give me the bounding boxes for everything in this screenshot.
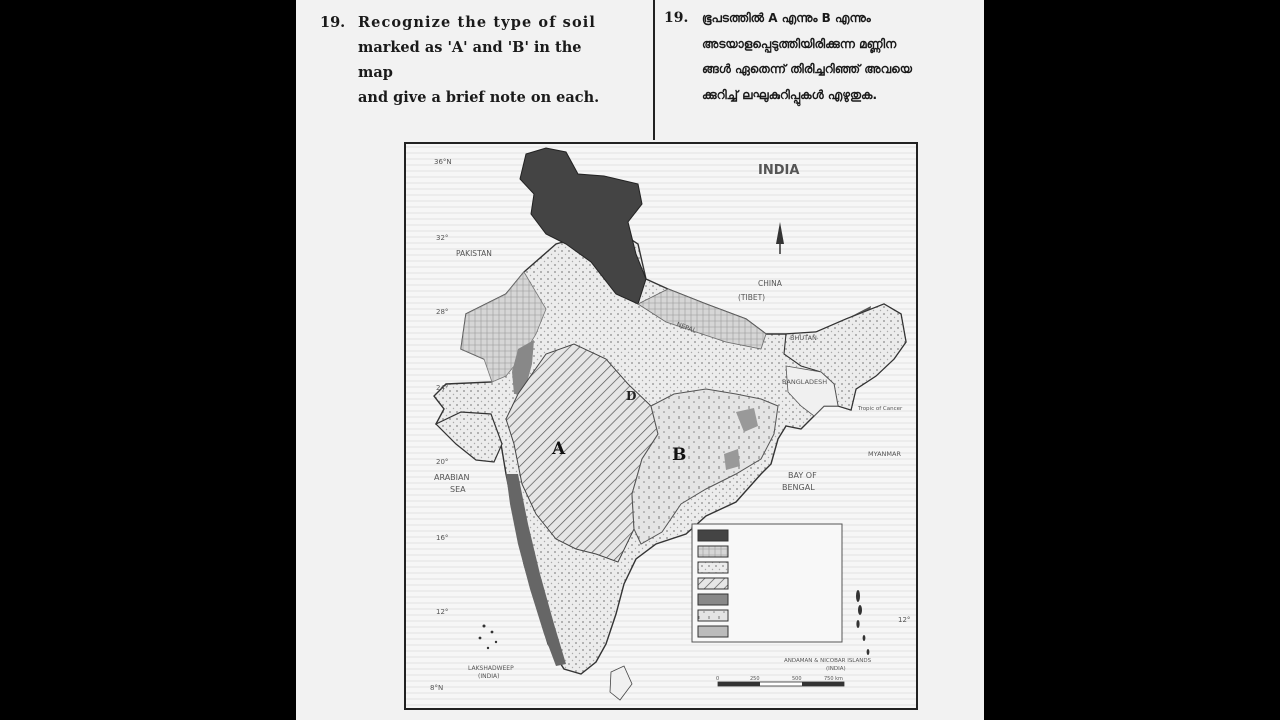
label-bay-of-bengal-2: BENGAL	[782, 483, 815, 492]
question-line: ങ്ങൾ ഏതെന്ന് തിരിച്ചറിഞ്ഞ് അവയെ	[702, 62, 912, 76]
question-english	[320, 10, 620, 110]
label-andaman-2: (INDIA)	[826, 666, 846, 672]
map-title: INDIA	[758, 163, 800, 178]
latitude-label: 32°	[436, 234, 449, 242]
question-line: marked as 'A' and 'B' in the map	[358, 39, 582, 81]
label-arabian-sea: ARABIAN	[434, 473, 470, 482]
soil-marker-a: A	[552, 439, 566, 459]
question-number: 19.	[320, 14, 346, 31]
label-bhutan: BHUTAN	[790, 334, 817, 342]
scale-bar	[718, 682, 844, 686]
scale-label: 0	[716, 676, 720, 682]
scale-label: 750 km	[824, 676, 843, 682]
label-myanmar: MYANMAR	[868, 450, 901, 458]
latitude-label: 8°N	[430, 684, 444, 692]
label-bangladesh: BANGLADESH	[782, 378, 828, 386]
label-tropic: Tropic of Cancer	[858, 406, 903, 412]
column-divider	[653, 0, 655, 140]
region-marker-d: D	[626, 389, 637, 403]
scale-label: 500	[792, 676, 802, 682]
question-line: and give a brief note on each.	[358, 89, 600, 106]
latitude-label: 12°	[436, 608, 449, 616]
india-soil-map	[404, 142, 918, 710]
label-lakshadweep-2: (INDIA)	[478, 673, 500, 680]
latitude-label: 16°	[436, 534, 449, 542]
latitude-label: 28°	[436, 308, 449, 316]
question-line: ക്കുറിച്ച് ലഘുകുറിപ്പുകൾ എഴുതുക.	[702, 87, 878, 102]
latitude-label: 20°	[436, 458, 449, 466]
scale-label: 250	[750, 676, 760, 682]
label-pakistan: PAKISTAN	[456, 249, 492, 258]
exam-page	[296, 0, 984, 720]
question-number: 19.	[664, 10, 689, 26]
label-china: CHINA	[758, 279, 782, 288]
label-andaman: ANDAMAN & NICOBAR ISLANDS	[784, 658, 872, 664]
latitude-label-east: 12°	[898, 616, 911, 624]
map-svg	[406, 144, 916, 708]
soil-marker-b: B	[672, 445, 687, 465]
latitude-label: 24°	[436, 384, 449, 392]
question-line: Recognize the type of soil	[358, 14, 596, 31]
question-line: ഭൂപടത്തിൽ A എന്നും B എന്നും	[702, 11, 871, 25]
label-arabian-sea-2: SEA	[450, 485, 466, 494]
latitude-label: 36°N	[434, 158, 452, 166]
label-lakshadweep: LAKSHADWEEP	[468, 665, 514, 672]
label-nepal: NEPAL	[675, 320, 698, 335]
question-malayalam	[664, 6, 964, 108]
question-line: അടയാളപ്പെടുത്തിയിരിക്കുന്ന മണ്ണിന	[702, 36, 897, 51]
label-bay-of-bengal: BAY OF	[788, 471, 817, 480]
label-tibet: (TIBET)	[738, 293, 766, 302]
map-legend	[692, 524, 842, 642]
